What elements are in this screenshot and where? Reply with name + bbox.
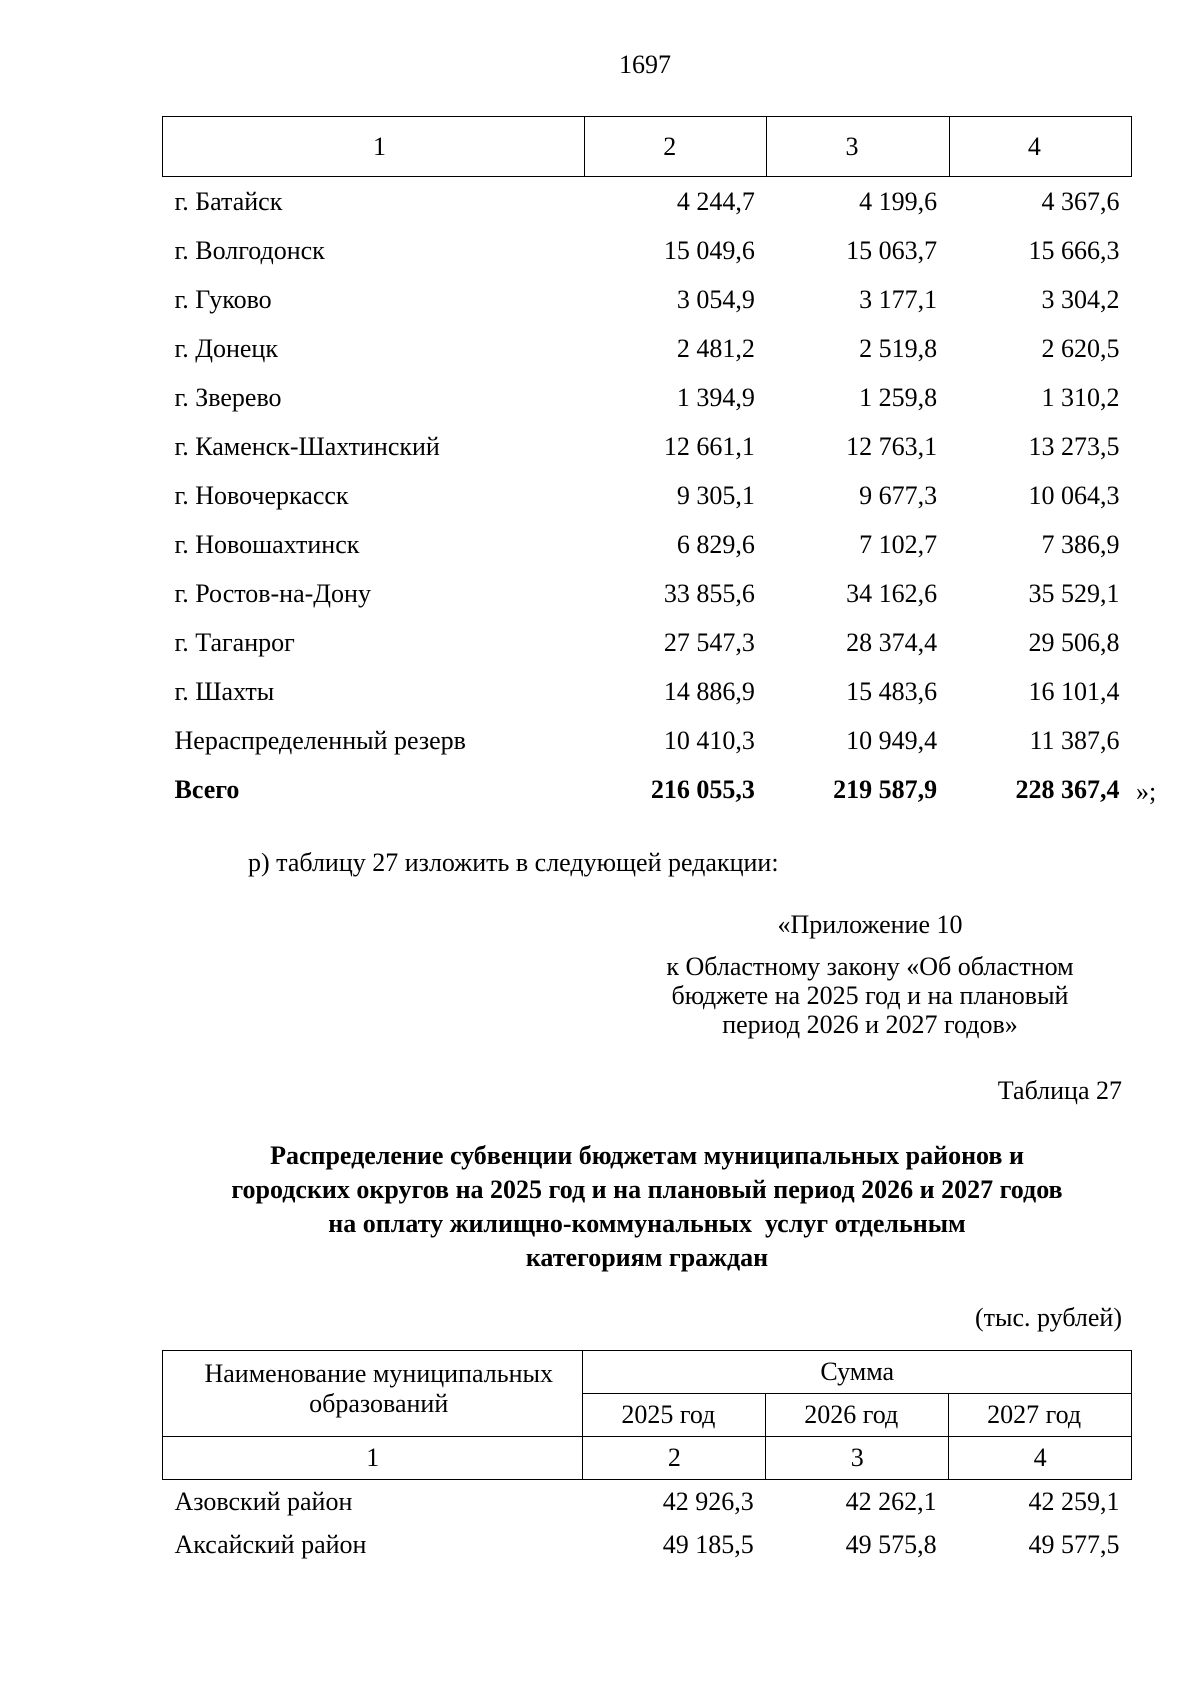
column-number-row xyxy=(163,117,1132,177)
total-2027: 228 367,4 xyxy=(1015,774,1120,804)
value-2025: 42 926,3 xyxy=(662,1486,754,1516)
value-2026: 7 102,7 xyxy=(859,529,938,559)
total-2025: 216 055,3 xyxy=(650,774,755,804)
municipality-name: г. Батайск xyxy=(174,186,283,216)
page-number: 1697 xyxy=(619,50,671,79)
sum-column-header: Сумма xyxy=(583,1351,1132,1394)
value-2025: 33 855,6 xyxy=(663,578,755,608)
value-2027: 3 304,2 xyxy=(1041,284,1120,314)
table-row xyxy=(163,618,1132,667)
value-2026: 3 177,1 xyxy=(859,284,938,314)
table-row xyxy=(163,275,1132,324)
value-2026: 12 763,1 xyxy=(846,431,938,461)
heading-line: категориям граждан xyxy=(525,1243,769,1272)
table-row xyxy=(163,716,1132,765)
municipality-name: г. Каменск-Шахтинский xyxy=(174,431,440,461)
appendix-reference xyxy=(620,952,1120,1039)
appendix-reference-line: к Областному закону «Об областном xyxy=(666,952,1074,981)
value-2026: 15 483,6 xyxy=(846,676,938,706)
value-2026: 2 519,8 xyxy=(859,333,938,363)
value-2027: 1 310,2 xyxy=(1041,382,1120,412)
municipality-name: г. Новочеркасск xyxy=(174,480,349,510)
value-2026: 49 575,8 xyxy=(845,1529,937,1559)
municipality-name: г. Донецк xyxy=(174,333,278,363)
municipality-name: г. Таганрог xyxy=(174,627,295,657)
column-number: 2 xyxy=(583,1437,766,1480)
value-2025: 10 410,3 xyxy=(663,725,755,755)
value-2027: 15 666,3 xyxy=(1028,235,1120,265)
municipality-name: г. Зверево xyxy=(174,382,282,412)
header-line: Наименование муниципальных xyxy=(204,1359,553,1388)
value-2026: 28 374,4 xyxy=(846,627,938,657)
appendix-reference-line: период 2026 и 2027 годов» xyxy=(722,1010,1018,1039)
table-row xyxy=(163,1523,1132,1566)
header-line: образований xyxy=(309,1389,449,1418)
value-2026: 34 162,6 xyxy=(846,578,938,608)
column-number: 2 xyxy=(585,117,767,177)
table-row xyxy=(163,226,1132,275)
table-row xyxy=(163,471,1132,520)
heading-line: городских округов на 2025 год и на плановый период 2026 и 2027 годов xyxy=(231,1175,1063,1204)
value-2027: 42 259,1 xyxy=(1028,1486,1120,1516)
table-row xyxy=(163,422,1132,471)
closing-quote-mark: »; xyxy=(1136,777,1157,806)
value-2027: 13 273,5 xyxy=(1028,431,1120,461)
table-row xyxy=(163,520,1132,569)
municipality-name: г. Новошахтинск xyxy=(174,529,360,559)
header-row xyxy=(163,1351,1132,1394)
municipality-name: Аксайский район xyxy=(174,1529,367,1559)
column-number: 3 xyxy=(766,1437,949,1480)
value-2026: 10 949,4 xyxy=(846,725,938,755)
total-2026: 219 587,9 xyxy=(833,774,938,804)
subvention-table-27 xyxy=(162,1350,1132,1566)
value-2026: 4 199,6 xyxy=(859,186,938,216)
value-2027: 10 064,3 xyxy=(1028,480,1120,510)
total-row xyxy=(163,765,1132,814)
value-2027: 49 577,5 xyxy=(1028,1529,1120,1559)
value-2026: 9 677,3 xyxy=(859,480,938,510)
value-2025: 2 481,2 xyxy=(676,333,755,363)
table-heading xyxy=(162,1139,1132,1275)
value-2026: 42 262,1 xyxy=(845,1486,937,1516)
value-2025: 49 185,5 xyxy=(662,1529,754,1559)
year-header: 2026 год xyxy=(766,1394,949,1437)
column-number: 1 xyxy=(163,1437,583,1480)
value-2026: 15 063,7 xyxy=(846,235,938,265)
value-2027: 11 387,6 xyxy=(1029,725,1120,755)
municipality-column-header xyxy=(163,1351,583,1437)
value-2025: 6 829,6 xyxy=(676,529,755,559)
value-2025: 14 886,9 xyxy=(663,676,755,706)
municipality-name: г. Ростов-на-Дону xyxy=(174,578,371,608)
value-2025: 15 049,6 xyxy=(663,235,755,265)
value-2027: 35 529,1 xyxy=(1028,578,1120,608)
municipality-name: г. Шахты xyxy=(174,676,275,706)
table-row xyxy=(163,667,1132,716)
municipality-name: Азовский район xyxy=(174,1486,353,1516)
value-2025: 3 054,9 xyxy=(676,284,755,314)
heading-line: Распределение субвенции бюджетам муниципальных районов и xyxy=(270,1141,1024,1170)
heading-line: на оплату жилищно-коммунальных услуг отдельным xyxy=(328,1209,966,1238)
value-2025: 27 547,3 xyxy=(663,627,755,657)
units-label: (тыс. рублей) xyxy=(974,1303,1122,1332)
table-row xyxy=(163,1480,1132,1524)
municipality-name: г. Гуково xyxy=(174,284,272,314)
municipality-name: Нераспределенный резерв xyxy=(174,725,466,755)
value-2025: 1 394,9 xyxy=(676,382,755,412)
table-row xyxy=(163,373,1132,422)
amendment-instruction: р) таблицу 27 изложить в следующей редакции: xyxy=(248,848,779,877)
total-label: Всего xyxy=(174,774,240,804)
year-header: 2025 год xyxy=(583,1394,766,1437)
value-2027: 16 101,4 xyxy=(1028,676,1120,706)
value-2025: 9 305,1 xyxy=(676,480,755,510)
column-number: 3 xyxy=(767,117,949,177)
value-2027: 7 386,9 xyxy=(1041,529,1120,559)
appendix-reference-line: бюджете на 2025 год и на плановый xyxy=(671,981,1069,1010)
table-row xyxy=(163,177,1132,227)
subvention-table-continued xyxy=(162,116,1132,814)
appendix-title: «Приложение 10 xyxy=(777,910,963,939)
value-2027: 4 367,6 xyxy=(1041,186,1120,216)
year-header: 2027 год xyxy=(949,1394,1132,1437)
value-2027: 2 620,5 xyxy=(1041,333,1120,363)
column-number: 1 xyxy=(163,117,585,177)
value-2025: 12 661,1 xyxy=(663,431,755,461)
column-number: 4 xyxy=(949,117,1131,177)
value-2025: 4 244,7 xyxy=(676,186,755,216)
municipality-name: г. Волгодонск xyxy=(174,235,325,265)
table-row xyxy=(163,569,1132,618)
table-label: Таблица 27 xyxy=(997,1076,1122,1105)
value-2027: 29 506,8 xyxy=(1028,627,1120,657)
column-number: 4 xyxy=(949,1437,1132,1480)
column-number-row xyxy=(163,1437,1132,1480)
table-row xyxy=(163,324,1132,373)
value-2026: 1 259,8 xyxy=(859,382,938,412)
